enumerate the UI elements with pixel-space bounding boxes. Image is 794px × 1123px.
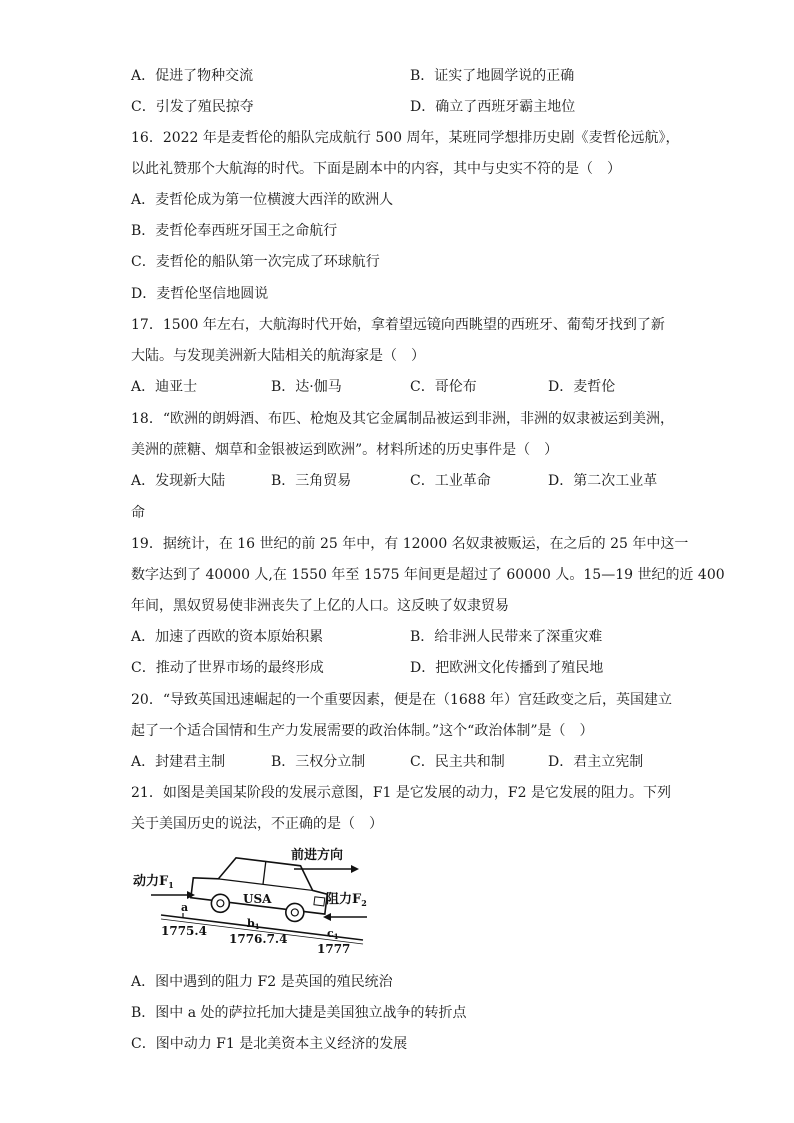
q17-option-c[interactable]: C．哥伦布 — [410, 379, 477, 395]
q16-stem-line1: 16．2022 年是麦哲伦的船队完成航行 500 周年，某班同学想排历史剧《麦哲伦远航》， — [131, 130, 680, 146]
q20-option-b[interactable]: B．三权分立制 — [271, 754, 366, 770]
q17-stem-line2: 大陆。与发现美洲新大陆相关的航海家是（ ） — [131, 348, 425, 364]
q15-option-d[interactable]: D．确立了西班牙霸主地位 — [410, 99, 576, 115]
q18-option-b[interactable]: B．三角贸易 — [271, 473, 352, 489]
q17-option-b[interactable]: B．达·伽马 — [271, 379, 342, 395]
q20-stem-line1: 20．“导致英国迅速崛起的一个重要因素，便是在（1688 年）宫廷政变之后，英国建立 — [131, 692, 673, 708]
car-label: USA — [243, 892, 272, 906]
q17-option-d[interactable]: D．麦哲伦 — [548, 379, 616, 395]
f2-label: 阻力$F_2$ — [326, 892, 367, 908]
q21-option-c[interactable]: C．图中动力 F1 是北美资本主义经济的发展 — [131, 1036, 408, 1052]
q19-option-d[interactable]: D．把欧洲文化传播到了殖民地 — [410, 660, 604, 676]
q19-option-a[interactable]: A．加速了西欧的资本原始积累 — [131, 629, 324, 645]
q15-option-a[interactable]: A．促进了物种交流 — [131, 68, 254, 84]
q18-option-a[interactable]: A．发现新大陆 — [131, 473, 226, 489]
q16-option-a[interactable]: A．麦哲伦成为第一位横渡大西洋的欧洲人 — [131, 192, 394, 208]
point-c-label: c1 — [327, 927, 339, 941]
q16-stem-line2: 以此礼赞那个大航海的时代。下面是剧本中的内容，其中与史实不符的是（ ） — [131, 161, 621, 177]
q16-option-d[interactable]: D．麦哲伦坚信地圆说 — [131, 286, 269, 302]
q15-option-b[interactable]: B．证实了地圆学说的正确 — [410, 68, 575, 84]
q21-stem-line1: 21．如图是美国某阶段的发展示意图，F1 是它发展的动力，F2 是它发展的阻力。下列 — [131, 785, 671, 801]
q20-stem-line2: 起了一个适合国情和生产力发展需要的政治体制。”这个“政治体制”是（ ） — [131, 723, 594, 739]
forward-direction-label: 前进方向 — [291, 848, 344, 863]
car-icon — [189, 853, 330, 925]
q18-stem-line2: 美洲的蔗糖、烟草和金银被运到欧洲”。材料所述的历史事件是（ ） — [131, 442, 559, 458]
q17-option-a[interactable]: A．迪亚士 — [131, 379, 198, 395]
q21-option-a[interactable]: A．图中遇到的阻力 F2 是英国的殖民统治 — [131, 974, 393, 990]
f1-label: 动力$F_1$ — [133, 874, 174, 890]
q20-option-c[interactable]: C．民主共和制 — [410, 754, 505, 770]
date-3: 1777 — [317, 942, 351, 955]
point-a-label: a — [181, 901, 189, 914]
q15-option-c[interactable]: C．引发了殖民掠夺 — [131, 99, 254, 115]
q20-option-d[interactable]: D．君主立宪制 — [548, 754, 644, 770]
q19-stem-line1: 19．据统计，在 16 世纪的前 25 年中，有 12000 名奴隶被贩运，在之后的 25 年中这一 — [131, 536, 689, 552]
point-b-label: b1 — [247, 917, 260, 931]
q16-option-b[interactable]: B．麦哲伦奉西班牙国王之命航行 — [131, 223, 338, 239]
q17-stem-line1: 17．1500 年左右，大航海时代开始，拿着望远镜向西眺望的西班牙、葡萄牙找到了新 — [131, 317, 665, 333]
q18-stem-line1: 18．“欧洲的朗姆酒、布匹、枪炮及其它金属制品被运到非洲，非洲的奴隶被运到美洲， — [131, 411, 674, 427]
date-2: 1776.7.4 — [229, 932, 288, 946]
q21-option-b[interactable]: B．图中 a 处的萨拉托加大捷是美国独立战争的转折点 — [131, 1005, 467, 1021]
q19-stem-line3: 年间，黑奴贸易使非洲丧失了上亿的人口。这反映了奴隶贸易 — [131, 598, 509, 614]
q20-option-a[interactable]: A．封建君主制 — [131, 754, 226, 770]
forward-arrow-icon — [351, 865, 359, 873]
date-1: 1775.4 — [161, 924, 207, 938]
q21-stem-line2: 关于美国历史的说法，不正确的是（ ） — [131, 816, 383, 832]
q18-option-c[interactable]: C．工业革命 — [410, 473, 491, 489]
q19-option-c[interactable]: C．推动了世界市场的最终形成 — [131, 660, 324, 676]
q19-stem-line2: 数字达到了 40000 人,在 1550 年至 1575 年间更是超过了 60000 人。15—19 世纪的近 400 — [131, 567, 725, 583]
q21-usa-car-diagram — [131, 845, 371, 955]
q18-option-d-wrap: 命 — [131, 505, 145, 521]
q19-option-b[interactable]: B．给非洲人民带来了深重灾难 — [410, 629, 603, 645]
q16-option-c[interactable]: C．麦哲伦的船队第一次完成了环球航行 — [131, 254, 380, 270]
q18-option-d[interactable]: D．第二次工业革 — [548, 473, 658, 489]
